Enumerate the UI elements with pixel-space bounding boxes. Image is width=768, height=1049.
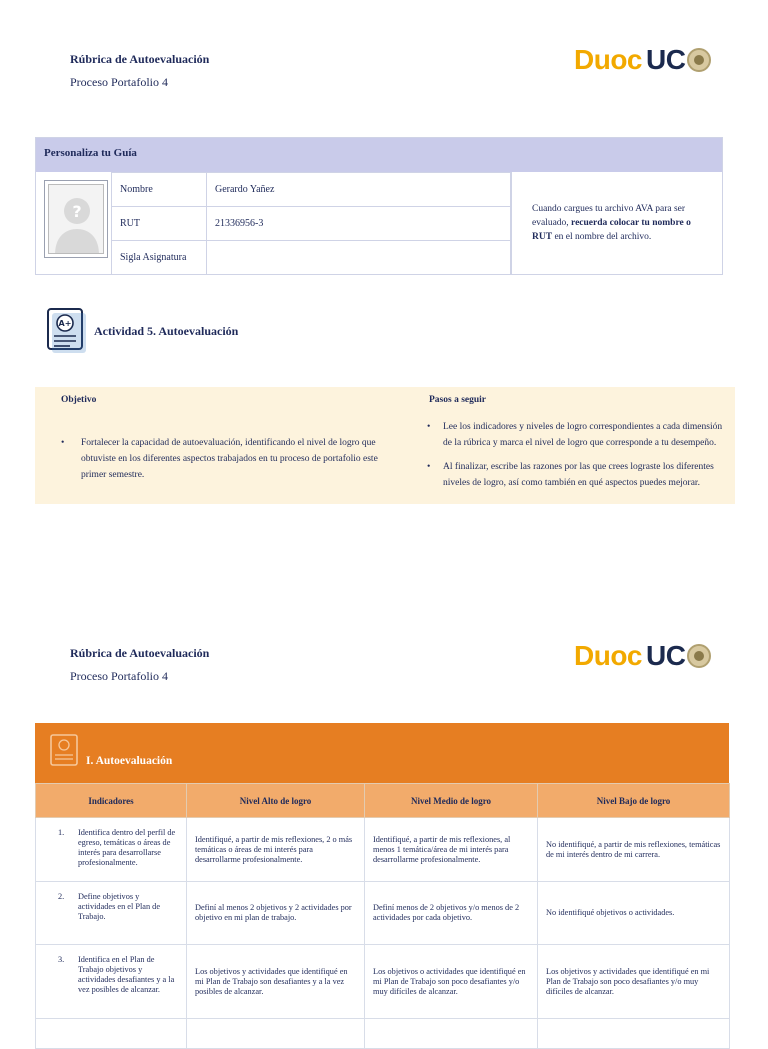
user-placeholder-icon — [49, 185, 104, 254]
info-row-rut — [112, 207, 511, 241]
section-header — [35, 723, 729, 783]
bullet-icon: • — [61, 438, 65, 448]
section-document-icon — [48, 733, 82, 769]
objetivo-pasos-panel — [35, 387, 735, 504]
logo-text-uc: UC — [646, 640, 686, 671]
svg-text:?: ? — [72, 202, 82, 221]
doc-title: Rúbrica de Autoevaluación — [70, 52, 210, 66]
doc-subtitle-page2: Proceso Portafolio 4 — [70, 669, 168, 683]
column-header-bajo: Nivel Bajo de logro — [538, 784, 730, 818]
note-text: Cuando cargues tu archivo AVA para ser evaluado, — [532, 204, 686, 228]
pasos-item-text: Lee los indicadores y niveles de logro correspondientes a cada dimensión de la rúbrica y marca el nivel de logro que corresponde a tu desempeño. — [443, 422, 723, 448]
rubric-row — [36, 882, 730, 945]
indicator-cell — [36, 945, 187, 1019]
column-header-medio: Nivel Medio de logro — [365, 784, 538, 818]
pasos-item — [427, 459, 729, 491]
indicator-cell — [36, 818, 187, 882]
indicator-text: Define objetivos y actividades en el Plan de Trabajo. — [78, 892, 161, 921]
level-bajo-cell[interactable] — [538, 1019, 730, 1049]
info-row-nombre — [112, 173, 511, 207]
pasos-item — [427, 419, 729, 451]
pasos-block — [427, 395, 729, 499]
doc-title-page2: Rúbrica de Autoevaluación — [70, 646, 210, 660]
indicator-number: 1. — [58, 828, 65, 837]
pasos-item-text: Al finalizar, escribe las razones por las que crees lograste los diferentes niveles de logro, así como también en qué aspectos puedes mejorar. — [443, 462, 714, 488]
pasos-heading: Pasos a seguir — [429, 395, 486, 405]
level-alto-cell[interactable]: Definí al menos 2 objetivos y 2 actividades por objetivo en mi plan de trabajo. — [187, 882, 365, 945]
level-alto-cell[interactable]: Identifiqué, a partir de mis reflexiones, 2 o más temáticas o áreas de mi interés para desarrollarme profesionalmente. — [187, 818, 365, 882]
personaliza-panel — [35, 137, 723, 275]
info-row-sigla — [112, 241, 511, 275]
logo-text-duoc: Duoc — [574, 44, 642, 75]
column-header-alto: Nivel Alto de logro — [187, 784, 365, 818]
duocuc-logo — [574, 44, 711, 76]
column-header-indicadores: Indicadores — [36, 784, 187, 818]
level-alto-cell[interactable] — [187, 1019, 365, 1049]
objetivo-heading: Objetivo — [61, 395, 97, 405]
level-alto-cell[interactable]: Los objetivos y actividades que identifiqué en mi Plan de Trabajo son desafiantes y a la vez posibles de alcanzar. — [187, 945, 365, 1019]
objetivo-block — [61, 395, 381, 491]
indicator-cell — [36, 882, 187, 945]
indicator-cell — [36, 1019, 187, 1049]
info-value-nombre[interactable]: Gerardo Yañez — [207, 173, 511, 207]
objetivo-item-text: Fortalecer la capacidad de autoevaluación, identificando el nivel de logro que obtuviste en los diferentes aspectos trabajados en tu proceso de portafolio este primer semestre. — [81, 438, 378, 480]
rubric-header-row — [36, 784, 730, 818]
indicator-text: Identifica dentro del perfil de egreso, temáticas o áreas de interés para desarrollarse profesionalmente. — [78, 828, 176, 867]
info-label: RUT — [112, 207, 207, 241]
level-bajo-cell[interactable]: No identifiqué objetivos o actividades. — [538, 882, 730, 945]
level-medio-cell[interactable]: Identifiqué, a partir de mis reflexiones, al menos 1 temática/área de mi interés para desarrollarme profesionalmente. — [365, 818, 538, 882]
indicator-text: Identifica en el Plan de Trabajo objetivos y actividades desafiantes y a la vez posibles de alcanzar. — [78, 955, 175, 994]
doc-subtitle: Proceso Portafolio 4 — [70, 75, 168, 89]
info-label: Sigla Asignatura — [112, 241, 207, 275]
university-seal-icon — [687, 644, 711, 668]
info-value-sigla[interactable] — [207, 241, 511, 275]
activity-title: Actividad 5. Autoevaluación — [94, 324, 239, 338]
note-bold-text: recuerda colocar tu nombre o RUT — [532, 218, 691, 242]
indicator-number: 2. — [58, 892, 65, 901]
duocuc-logo-page2 — [574, 640, 711, 672]
student-info-table — [111, 172, 511, 275]
level-medio-cell[interactable]: Los objetivos o actividades que identifiqué en mi Plan de Trabajo son poco desafiantes y/o muy difíciles de alcanzar. — [365, 945, 538, 1019]
section-title: I. Autoevaluación — [86, 755, 173, 767]
level-bajo-cell[interactable]: Los objetivos y actividades que identifiqué en mi Plan de Trabajo son poco desafiantes y/o muy difíciles de alcanzar. — [538, 945, 730, 1019]
svg-text:A+: A+ — [58, 319, 72, 328]
rubric-row — [36, 945, 730, 1019]
note-text-end: en el nombre del archivo. — [552, 232, 652, 242]
rubric-row-partial — [36, 1019, 730, 1049]
bullet-icon: • — [427, 422, 431, 432]
upload-note — [511, 172, 723, 274]
level-bajo-cell[interactable]: No identifiqué, a partir de mis reflexiones, temáticas de mi interés dentro de mi carrera. — [538, 818, 730, 882]
indicator-number: 3. — [58, 955, 65, 964]
university-seal-icon — [687, 48, 711, 72]
personaliza-heading: Personaliza tu Guía — [36, 138, 722, 172]
logo-text-uc: UC — [646, 44, 686, 75]
rubric-table — [35, 783, 730, 1049]
objetivo-item — [61, 435, 381, 483]
info-value-rut[interactable]: 21336956-3 — [207, 207, 511, 241]
bullet-icon: • — [427, 462, 431, 472]
info-label: Nombre — [112, 173, 207, 207]
level-medio-cell[interactable]: Definí menos de 2 objetivos y/o menos de 2 actividades por cada objetivo. — [365, 882, 538, 945]
rubric-row — [36, 818, 730, 882]
level-medio-cell[interactable] — [365, 1019, 538, 1049]
logo-text-duoc: Duoc — [574, 640, 642, 671]
profile-photo-placeholder — [44, 180, 108, 258]
activity-document-icon — [44, 307, 88, 353]
